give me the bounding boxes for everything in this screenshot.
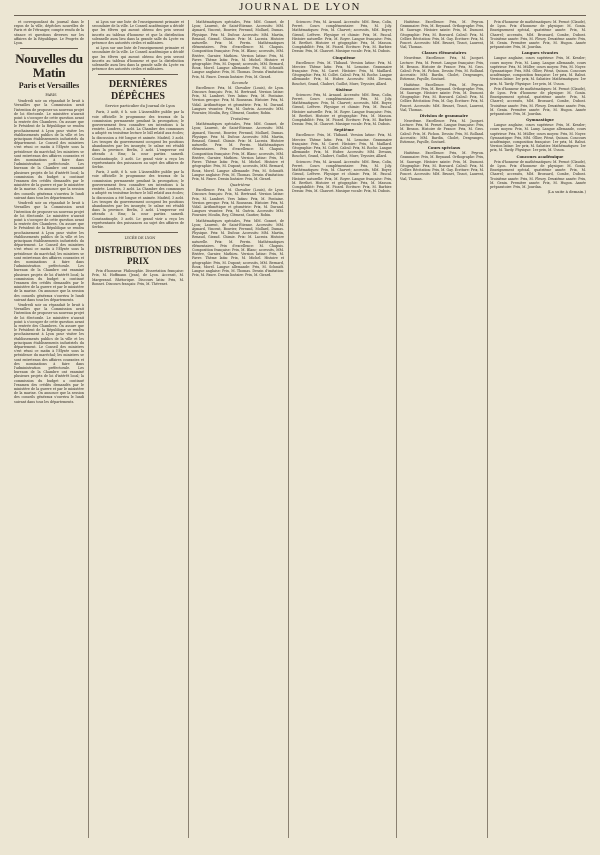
class-heading: Concours académique — [516, 153, 564, 159]
continued-note: (La suite à demain.) — [547, 189, 586, 195]
class-heading: Quatrième — [229, 182, 251, 188]
prize-list: Excellence: Prix, M. Thibaud. Version latine: Prix, M. Mercier. Thème latin: Prix, M. Lemoine. Grammaire française: Prix, M. Carré. Histoire: Prix, M. Maillard. Géographie: Prix, M. Collet. Calcul: Prix, M. Roche. Langue allemande: Prix, M. Huber. Accessits: MM. Devaux, Bouchet, Grand, Chabert, Guillot, Mure, Teyssier, Allard. — [292, 133, 392, 159]
divider — [98, 232, 178, 233]
prize-list: Excellence: Prix, M. Chevalier (Louis), de Lyon. Discours français: Prix, M. Bertrand. Version latine: Prix, M. Lambert. Vers latins: Prix, M. Fontaine. Version grecque: Prix, M. Rousseau. Histoire: Prix, M. Vidal. Arithmétique et géométrie: Prix, M. Durand. Langues vivantes: Prix, M. Guérin. Accessits: MM. Fournier, Moulin, Rey, Clément, Gautier, Robin. — [192, 188, 284, 218]
article-text: Vendredi soir on répandait le bruit à Versailles que la Commission avait l'intention de proposer un nouveau projet de loi électorale. Le ministère n'aurait point à s'occuper de cette question avant la rentrée des Chambres. On assure que le Président de la République se rendra prochainement à Lyon pour visiter les établissements publics de la ville et les principaux établissements industriels du département. Le Conseil des ministres s'est réuni ce matin à l'Élysée sous la présidence du maréchal; les ministres se sont entretenus des affaires courantes et des nominations à faire dans l'administration préfectorale. Les bureaux de la Chambre ont examiné plusieurs projets de loi d'intérêt local; la commission du budget a continué l'examen des crédits demandés par le ministère de la guerre et par le ministère de la marine. On annonce que la session des conseils généraux s'ouvrira le lundi suivant dans tous les départements. — [14, 201, 84, 302]
prize-list: Sciences: Prix, M. Arnaud. Accessits: MM. Brun, Colin, Perret. Cours complémentaire: Prix, M. Joly. Mathématiques: Prix, M. Charvet; accessits, MM. Boyer, Giroud, Lefèvre. Physique et chimie: Prix, M. Pascal. Histoire naturelle: Prix, M. Royer. Langue française: Prix, M. Berthet. Histoire et géographie: Prix, M. Masson. Comptabilité: Prix, M. Picard. Écriture: Prix, M. Barbier. Dessin: Prix, M. Chauvet. Musique vocale: Prix, M. Dubois. — [292, 159, 392, 194]
article-text: Paris, 3 août, 6 h. soir. L'Assemblée publie par la voie officielle le programme des travaux de la commission permanente pendant la prorogation; le gouvernement fera connaître ses intentions à la rentrée. Londres, 3 août. La Chambre des communes a adopté en troisième lecture le bill relatif aux écoles; la discussion a été longue et animée. Madrid, 3 août. Les troupes du gouvernement occupent les positions abandonnées par les insurgés; le calme est rétabli dans la province. Berlin, 3 août. L'empereur est attendu à Ems; la cour partira samedi. Constantinople, 3 août. Le grand vizir a reçu les représentants des puissances au sujet des affaires de Serbie. — [92, 170, 184, 229]
section-heading: Nouvelles du Matin — [15, 51, 83, 81]
column-1 — [14, 20, 84, 838]
article-text: ni Lyon sur une liste de l'enseignement primaire et secondaire de la ville. Le Conseil académique a décidé que les élèves qui auront obtenu des prix seront inscrits au tableau d'honneur et que la distribution solennelle aura lieu dans la grande salle du Lycée en présence des autorités civiles et militaires. — [92, 46, 184, 72]
article-text: Vendredi soir on répandait le bruit à Versailles que la Commission avait l'intention de proposer un nouveau projet de loi électorale. Le ministère n'aurait point à s'occuper de cette question avant la rentrée des Chambres. On assure que le Président de la République se rendra prochainement à Lyon pour visiter les établissements publics de la ville et les principaux établissements industriels du département. Le Conseil des ministres s'est réuni ce matin à l'Élysée sous la présidence du maréchal; les ministres se sont entretenus des affaires courantes et des nominations à faire dans l'administration préfectorale. Les bureaux de la Chambre ont examiné plusieurs projets de loi d'intérêt local; la commission du budget a continué l'examen des crédits demandés par le ministère de la guerre et par le ministère de la marine. On annonce que la session des conseils généraux s'ouvrira le lundi suivant dans tous les départements. — [14, 99, 84, 200]
column-4 — [292, 20, 392, 838]
prize-list: Sciences: Prix, M. Arnaud. Accessits: MM. Brun, Colin, Perret. Cours complémentaire: Prix, M. Joly. Mathématiques: Prix, M. Charvet; accessits, MM. Boyer, Giroud, Lefèvre. Physique et chimie: Prix, M. Pascal. Histoire naturelle: Prix, M. Royer. Langue française: Prix, M. Berthet. Histoire et géographie: Prix, M. Masson. Comptabilité: Prix, M. Picard. Écriture: Prix, M. Barbier. Dessin: Prix, M. Chauvet. Musique vocale: Prix, M. Dubois. — [292, 92, 392, 127]
column-3 — [192, 20, 284, 838]
column-divider — [487, 20, 488, 838]
prize-list: Prix d'honneur de mathématiques: M. Pernot (Claude), de Lyon. Prix d'honneur de physique: M. Gonin. Enseignement spécial, quatrième année: Prix, M. Charrel; accessits, MM. Brossard, Combe, Dubost. Troisième année: Prix, M. Fleury. Deuxième année: Prix, M. Genin. Première année: Prix, M. Hugon. Année préparatoire: Prix, M. Jourdan. — [490, 86, 586, 117]
column-divider — [188, 20, 189, 838]
section-subheading: Paris et Versailles — [18, 81, 80, 91]
class-heading: Cinquième — [332, 54, 356, 60]
column-2 — [92, 20, 184, 838]
column-divider — [88, 20, 89, 838]
column-5 — [400, 20, 484, 838]
prize-list: Mathématiques spéciales. Prix: MM. Gonnet, de Lyon; Laurent, de Saint-Étienne. Accessits: MM. Aymard, Vincent, Bouvier, Ferrand, Mollard, Dumas. Physique. Prix: M. Dufour. Accessits: MM. Martin, Renaud, Giraud. Chimie. Prix: M. Lacroix. Histoire naturelle. Prix: M. Perrin. Mathématiques élémentaires. Prix d'excellence: M. Chapuis. Composition française: Prix, M. Blanc; accessits, MM. Rivière, Garnier, Mathieu. Version latine: Prix, M. Favre. Thème latin: Prix, M. Michel. Histoire et géographie: Prix, M. Dupont; accessits, MM. Bernard, Roux, Morel. Langue allemande: Prix, M. Schmidt. Langue anglaise: Prix, M. Thomas. Dessin d'imitation: Prix, M. Faure. Dessin linéaire: Prix, M. Girard. — [192, 20, 284, 79]
masthead: JOURNAL DE LYON — [239, 1, 361, 13]
article-text: Paris, 3 août, 6 h. soir. L'Assemblée publie par la voie officielle le programme des travaux de la commission permanente pendant la prorogation; le gouvernement fera connaître ses intentions à la rentrée. Londres, 3 août. La Chambre des communes a adopté en troisième lecture le bill relatif aux écoles; la discussion a été longue et animée. Madrid, 3 août. Les troupes du gouvernement occupent les positions abandonnées par les insurgés; le calme est rétabli dans la province. Berlin, 3 août. L'empereur est attendu à Ems; la cour partira samedi. Constantinople, 3 août. Le grand vizir a reçu les représentants des puissances au sujet des affaires de Serbie. — [92, 110, 184, 170]
column-divider — [288, 20, 289, 838]
school-name: LYCÉE DE LYON — [124, 236, 156, 241]
class-heading: Seconde — [231, 79, 249, 85]
class-heading: Division de grammaire — [419, 113, 469, 119]
prize-list: Excellence: Prix, M. Chevalier (Louis), de Lyon. Discours français: Prix, M. Bertrand. Version latine: Prix, M. Lambert. Vers latins: Prix, M. Fontaine. Version grecque: Prix, M. Rousseau. Histoire: Prix, M. Vidal. Arithmétique et géométrie: Prix, M. Durand. Langues vivantes: Prix, M. Guérin. Accessits: MM. Fournier, Moulin, Rey, Clément, Gautier, Robin. — [192, 85, 284, 116]
prize-list: Langue anglaise, cours supérieur: Prix, M. Kessler; cours moyen: Prix, M. Lamy. Langue allemande, cours supérieur: Prix, M. Müller; cours moyen: Prix, M. Noyer. Gymnastique: Prix, MM. Ollier, Pitrat, Quinon. Concours académique, composition française: 1er prix, M. Rabut. Version latine: 1er prix, M. Sabatier. Mathématiques: 1er prix, M. Tardy. Physique: 1er prix, M. Usson. — [490, 56, 586, 86]
prize-list: Prix d'honneur de mathématiques: M. Pernot (Claude), de Lyon. Prix d'honneur de physique: M. Gonin. Enseignement spécial, quatrième année: Prix, M. Charrel; accessits, MM. Brossard, Combe, Dubost. Troisième année: Prix, M. Fleury. Deuxième année: Prix, M. Genin. Première année: Prix, M. Hugon. Année préparatoire: Prix, M. Jourdan. — [490, 20, 586, 50]
dispatches-heading: DERNIÈRES DÉPÊCHES — [108, 79, 168, 103]
masthead-rule — [14, 15, 586, 16]
article-text: Vendredi soir on répandait le bruit à Versailles que la Commission avait l'intention de proposer un nouveau projet de loi électorale. Le ministère n'aurait point à s'occuper de cette question avant la rentrée des Chambres. On assure que le Président de la République se rendra prochainement à Lyon pour visiter les établissements publics de la ville et les principaux établissements industriels du département. Le Conseil des ministres s'est réuni ce matin à l'Élysée sous la présidence du maréchal; les ministres se sont entretenus des affaires courantes et des nominations à faire dans l'administration préfectorale. Les bureaux de la Chambre ont examiné plusieurs projets de loi d'intérêt local; la commission du budget a continué l'examen des crédits demandés par le ministère de la guerre et par le ministère de la marine. On annonce que la session des conseils généraux s'ouvrira le lundi suivant dans tous les départements. — [14, 302, 84, 404]
prize-list: Huitième. Excellence: Prix, M. Peyron. Grammaire: Prix, M. Reynaud. Orthographe: Prix, M. Sauvage. Histoire sainte: Prix, M. Dumont. Géographie: Prix, M. Bouvard. Calcul: Prix, M. Cellier. Récitation: Prix, M. Gay. Écriture: Prix, M. Poncet. Accessits: MM. Brunet, Tissot, Laurent, Vial, Thomas. — [400, 151, 484, 181]
class-heading: Septième — [334, 127, 354, 133]
column-divider — [396, 20, 397, 838]
prize-list: Neuvième. Excellence: Prix, M. Jacquet. Lecture: Prix, M. Pernet. Langue française: Prix, M. Besson. Histoire de France: Prix, M. Gros. Calcul: Prix, M. Pichon. Dessin: Prix, M. Rolland. Accessits: MM. Bardin, Cholet, Desgranges, Estienne, Fayolle, Goutard. — [400, 119, 484, 145]
prize-list: Huitième. Excellence: Prix, M. Peyron. Grammaire: Prix, M. Reynaud. Orthographe: Prix, M. Sauvage. Histoire sainte: Prix, M. Dumont. Géographie: Prix, M. Bouvard. Calcul: Prix, M. Cellier. Récitation: Prix, M. Gay. Écriture: Prix, M. Poncet. Accessits: MM. Brunet, Tissot, Laurent, Vial, Thomas. — [400, 82, 484, 112]
divider — [20, 48, 78, 49]
prize-list: Prix d'honneur de mathématiques: M. Pernot (Claude), de Lyon. Prix d'honneur de physique: M. Gonin. Enseignement spécial, quatrième année: Prix, M. Charrel; accessits, MM. Brossard, Combe, Dubost. Troisième année: Prix, M. Fleury. Deuxième année: Prix, M. Genin. Première année: Prix, M. Hugon. Année préparatoire: Prix, M. Jourdan. — [490, 159, 586, 189]
prize-list: Langue anglaise, cours supérieur: Prix, M. Kessler; cours moyen: Prix, M. Lamy. Langue allemande, cours supérieur: Prix, M. Müller; cours moyen: Prix, M. Noyer. Gymnastique: Prix, MM. Ollier, Pitrat, Quinon. Concours académique, composition française: 1er prix, M. Rabut. Version latine: 1er prix, M. Sabatier. Mathématiques: 1er prix, M. Tardy. Physique: 1er prix, M. Usson. — [490, 123, 586, 153]
class-heading: Langues vivantes — [521, 50, 559, 56]
prize-list: Huitième. Excellence: Prix, M. Peyron. Grammaire: Prix, M. Reynaud. Orthographe: Prix, M. Sauvage. Histoire sainte: Prix, M. Dumont. Géographie: Prix, M. Bouvard. Calcul: Prix, M. Cellier. Récitation: Prix, M. Gay. Écriture: Prix, M. Poncet. Accessits: MM. Brunet, Tissot, Laurent, Vial, Thomas. — [400, 20, 484, 50]
prize-list: Neuvième. Excellence: Prix, M. Jacquet. Lecture: Prix, M. Pernet. Langue française: Prix, M. Besson. Histoire de France: Prix, M. Gros. Calcul: Prix, M. Pichon. Dessin: Prix, M. Rolland. Accessits: MM. Bardin, Cholet, Desgranges, Estienne, Fayolle, Goutard. — [400, 56, 484, 82]
class-heading: Troisième — [230, 116, 250, 122]
class-heading: Cours spéciaux — [427, 145, 461, 151]
prize-heading: DISTRIBUTION DES PRIX — [94, 245, 182, 267]
article-text: et correspondant du journal dans le rayon de la ville, dépêches nouvelles de Paris et de l'étranger, compte rendu de la séance et questions diverses sur les affaires de la République. Le Progrès de Lyon. — [14, 20, 84, 46]
service-line: Service particulier du Journal de Lyon — [105, 104, 175, 109]
prize-list: Mathématiques spéciales. Prix: MM. Gonnet, de Lyon; Laurent, de Saint-Étienne. Accessits: MM. Aymard, Vincent, Bouvier, Ferrand, Mollard, Dumas. Physique. Prix: M. Dufour. Accessits: MM. Martin, Renaud, Giraud. Chimie. Prix: M. Lacroix. Histoire naturelle. Prix: M. Perrin. Mathématiques élémentaires. Prix d'excellence: M. Chapuis. Composition française: Prix, M. Blanc; accessits, MM. Rivière, Garnier, Mathieu. Version latine: Prix, M. Favre. Thème latin: Prix, M. Michel. Histoire et géographie: Prix, M. Dupont; accessits, MM. Bernard, Roux, Morel. Langue allemande: Prix, M. Schmidt. Langue anglaise: Prix, M. Thomas. Dessin d'imitation: Prix, M. Faure. Dessin linéaire: Prix, M. Girard. — [192, 122, 284, 181]
class-heading: Classes élémentaires — [421, 50, 467, 56]
divider — [98, 74, 178, 75]
class-heading: Gymnastique — [526, 117, 554, 123]
dateline: PARIS — [45, 93, 57, 98]
article-text: ni Lyon sur une liste de l'enseignement primaire et secondaire de la ville. Le Conseil académique a décidé que les élèves qui auront obtenu des prix seront inscrits au tableau d'honneur et que la distribution solennelle aura lieu dans la grande salle du Lycée en présence des autorités civiles et militaires. — [92, 20, 184, 46]
class-heading: Sixième — [335, 86, 353, 92]
prize-list: Sciences: Prix, M. Arnaud. Accessits: MM. Brun, Colin, Perret. Cours complémentaire: Prix, M. Joly. Mathématiques: Prix, M. Charvet; accessits, MM. Boyer, Giroud, Lefèvre. Physique et chimie: Prix, M. Pascal. Histoire naturelle: Prix, M. Royer. Langue française: Prix, M. Berthet. Histoire et géographie: Prix, M. Masson. Comptabilité: Prix, M. Picard. Écriture: Prix, M. Barbier. Dessin: Prix, M. Chauvet. Musique vocale: Prix, M. Dubois. — [292, 20, 392, 54]
column-6 — [490, 20, 586, 838]
article-text: Prix d'honneur. Philosophie. Dissertation française: Prix, M. Hoffmann (Jean), de Lyon. Accessit, M. Margerand. Rhétorique. Discours latin: Prix, M. Bonnet. Discours français: Prix, M. Thévenet. — [92, 269, 184, 286]
prize-list: Mathématiques spéciales. Prix: MM. Gonnet, de Lyon; Laurent, de Saint-Étienne. Accessits: MM. Aymard, Vincent, Bouvier, Ferrand, Mollard, Dumas. Physique. Prix: M. Dufour. Accessits: MM. Martin, Renaud, Giraud. Chimie. Prix: M. Lacroix. Histoire naturelle. Prix: M. Perrin. Mathématiques élémentaires. Prix d'excellence: M. Chapuis. Composition française: Prix, M. Blanc; accessits, MM. Rivière, Garnier, Mathieu. Version latine: Prix, M. Favre. Thème latin: Prix, M. Michel. Histoire et géographie: Prix, M. Dupont; accessits, MM. Bernard, Roux, Morel. Langue allemande: Prix, M. Schmidt. Langue anglaise: Prix, M. Thomas. Dessin d'imitation: Prix, M. Faure. Dessin linéaire: Prix, M. Girard. — [192, 218, 284, 278]
prize-list: Excellence: Prix, M. Thibaud. Version latine: Prix, M. Mercier. Thème latin: Prix, M. Lemoine. Grammaire française: Prix, M. Carré. Histoire: Prix, M. Maillard. Géographie: Prix, M. Collet. Calcul: Prix, M. Roche. Langue allemande: Prix, M. Huber. Accessits: MM. Devaux, Bouchet, Grand, Chabert, Guillot, Mure, Teyssier, Allard. — [292, 60, 392, 86]
